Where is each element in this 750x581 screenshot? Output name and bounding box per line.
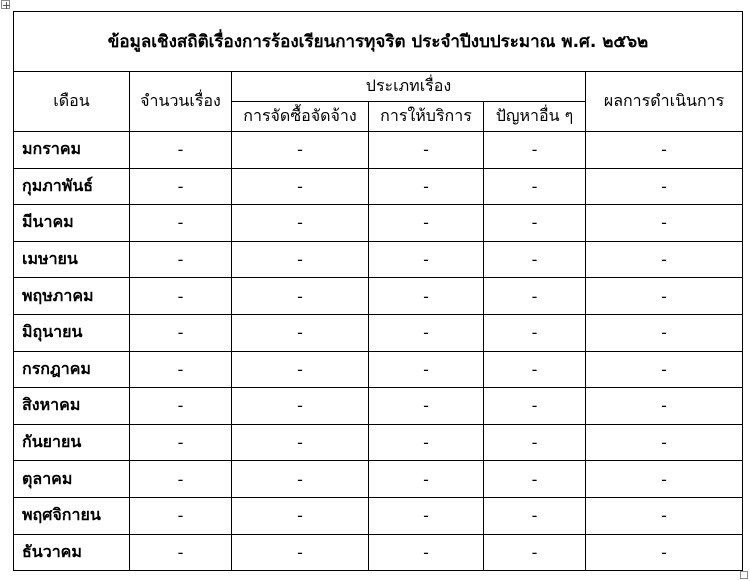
cell-procurement: - xyxy=(232,424,369,461)
cell-procurement: - xyxy=(232,278,369,315)
cell-other: - xyxy=(484,241,586,278)
cell-count: - xyxy=(130,388,232,425)
complaint-statistics-table xyxy=(13,11,743,571)
cell-procurement: - xyxy=(232,388,369,425)
table-title: ข้อมูลเชิงสถิติเรื่องการร้องเรียนการทุจริต ประจำปีงบประมาณ พ.ศ. ๒๕๖๒ xyxy=(14,12,743,72)
cell-count: - xyxy=(130,168,232,205)
cell-count: - xyxy=(130,461,232,498)
cell-service: - xyxy=(369,461,484,498)
cell-procurement: - xyxy=(232,497,369,534)
cell-month: มกราคม xyxy=(14,132,130,169)
cell-count: - xyxy=(130,205,232,242)
cell-result: - xyxy=(586,205,743,242)
cell-month: ธันวาคม xyxy=(14,534,130,571)
table-row xyxy=(14,534,743,571)
cell-result: - xyxy=(586,168,743,205)
cell-month: สิงหาคม xyxy=(14,388,130,425)
cell-procurement: - xyxy=(232,205,369,242)
table-row xyxy=(14,424,743,461)
header-type-group: ประเภทเรื่อง xyxy=(232,72,586,102)
cell-month: มีนาคม xyxy=(14,205,130,242)
cell-procurement: - xyxy=(232,314,369,351)
header-type-other: ปัญหาอื่น ๆ xyxy=(484,102,586,132)
cell-result: - xyxy=(586,461,743,498)
cell-month: เมษายน xyxy=(14,241,130,278)
cell-count: - xyxy=(130,534,232,571)
cell-other: - xyxy=(484,388,586,425)
cell-other: - xyxy=(484,461,586,498)
cell-count: - xyxy=(130,278,232,315)
header-count: จำนวนเรื่อง xyxy=(130,72,232,132)
table-row xyxy=(14,241,743,278)
cell-service: - xyxy=(369,168,484,205)
cell-result: - xyxy=(586,351,743,388)
cell-other: - xyxy=(484,351,586,388)
cell-result: - xyxy=(586,241,743,278)
header-result: ผลการดำเนินการ xyxy=(586,72,743,132)
cell-procurement: - xyxy=(232,351,369,388)
table-row xyxy=(14,497,743,534)
cell-other: - xyxy=(484,168,586,205)
cell-service: - xyxy=(369,351,484,388)
cell-procurement: - xyxy=(232,241,369,278)
cell-service: - xyxy=(369,278,484,315)
table-move-handle-icon[interactable] xyxy=(1,0,10,9)
table-row xyxy=(14,278,743,315)
cell-result: - xyxy=(586,497,743,534)
cell-other: - xyxy=(484,497,586,534)
cell-count: - xyxy=(130,424,232,461)
cell-other: - xyxy=(484,205,586,242)
cell-month: กันยายน xyxy=(14,424,130,461)
header-type-service: การให้บริการ xyxy=(369,102,484,132)
cell-result: - xyxy=(586,534,743,571)
cell-result: - xyxy=(586,132,743,169)
cell-count: - xyxy=(130,314,232,351)
cell-service: - xyxy=(369,314,484,351)
table-resize-handle-icon[interactable] xyxy=(740,571,748,579)
table-row xyxy=(14,132,743,169)
cell-count: - xyxy=(130,497,232,534)
cell-service: - xyxy=(369,205,484,242)
cell-count: - xyxy=(130,241,232,278)
cell-service: - xyxy=(369,497,484,534)
cell-count: - xyxy=(130,132,232,169)
cell-service: - xyxy=(369,132,484,169)
table-row xyxy=(14,461,743,498)
header-type-procurement: การจัดซื้อจัดจ้าง xyxy=(232,102,369,132)
cell-procurement: - xyxy=(232,168,369,205)
table-row xyxy=(14,205,743,242)
cell-procurement: - xyxy=(232,132,369,169)
table-row xyxy=(14,351,743,388)
cell-other: - xyxy=(484,424,586,461)
cell-result: - xyxy=(586,388,743,425)
cell-other: - xyxy=(484,534,586,571)
cell-service: - xyxy=(369,534,484,571)
cell-month: กรกฎาคม xyxy=(14,351,130,388)
cell-procurement: - xyxy=(232,534,369,571)
cell-count: - xyxy=(130,351,232,388)
cell-month: ตุลาคม xyxy=(14,461,130,498)
table-row xyxy=(14,314,743,351)
cell-service: - xyxy=(369,241,484,278)
table-row xyxy=(14,168,743,205)
cell-month: พฤษภาคม xyxy=(14,278,130,315)
cell-other: - xyxy=(484,132,586,169)
table-row xyxy=(14,388,743,425)
cell-procurement: - xyxy=(232,461,369,498)
cell-service: - xyxy=(369,388,484,425)
cell-month: มิถุนายน xyxy=(14,314,130,351)
cell-other: - xyxy=(484,314,586,351)
cell-month: กุมภาพันธ์ xyxy=(14,168,130,205)
cell-service: - xyxy=(369,424,484,461)
cell-result: - xyxy=(586,424,743,461)
cell-month: พฤศจิกายน xyxy=(14,497,130,534)
cell-result: - xyxy=(586,278,743,315)
cell-other: - xyxy=(484,278,586,315)
cell-result: - xyxy=(586,314,743,351)
header-month: เดือน xyxy=(14,72,130,132)
